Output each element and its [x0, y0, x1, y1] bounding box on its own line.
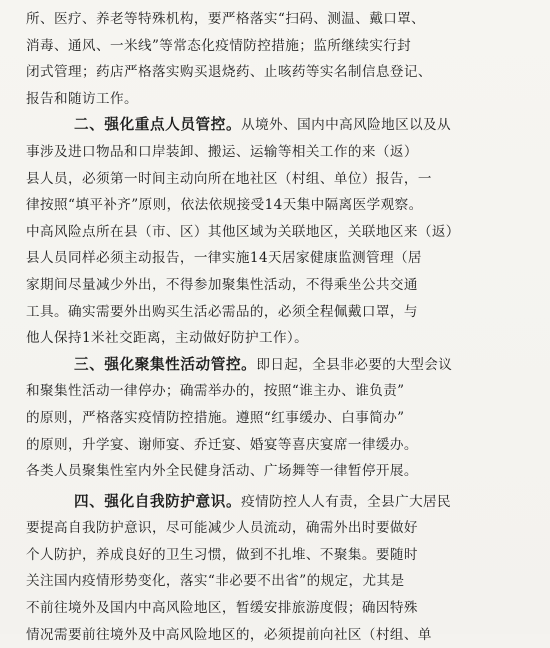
text-line: 的原则，严格落实疫情防控措施。遵照“红事缓办、白事简办”: [26, 409, 405, 426]
section-2-first-line: [46, 112, 520, 139]
section-3-first-line: [46, 352, 520, 379]
section-4-text: 疫情防控人人有责，全县广大居民: [241, 493, 452, 510]
text-line: 各类人员聚集性室内外全民健身活动、广场舞等一律暂停开展。: [26, 463, 418, 480]
text-line: 关注国内疫情形势变化，落实“非必要不出省”的规定，尤其是: [26, 573, 405, 590]
section-4-heading: 四、强化自我防护意识。: [74, 492, 242, 510]
text-line: 所、医疗、养老等特殊机构，要严格落实“扫码、测温、戴口罩、: [26, 11, 426, 27]
text-line: 县人员，必须第一时间主动向所在地社区（村组、单位）报告，一: [26, 170, 432, 187]
text-line: 律按照“填平补齐”原则，依法依规接受14天集中隔离医学观察。: [26, 197, 423, 214]
text-line: 事涉及进口物品和口岸装卸、搬运、运输等相关工作的来（返）: [26, 143, 418, 160]
text-line: 他人保持1米社交距离，主动做好防护工作）。: [26, 330, 309, 347]
text-line: 不前往境外及国内中高风险地区，暂缓安排旅游度假；确因特殊: [26, 600, 418, 617]
section-2-text: 从境外、国内中高风险地区以及从: [241, 117, 452, 134]
text-line: 个人防护，养成良好的卫生习惯，做到不扎堆、不聚集。要随时: [26, 546, 418, 563]
text-line: 县人员同样必须主动报告，一律实施14天居家健康监测管理（居: [26, 250, 422, 267]
text-line: 的原则，升学宴、谢师宴、乔迁宴、婚宴等喜庆宴席一律缓办。: [26, 436, 418, 453]
text-line: 情况需要前往境外及中高风险地区的，必须提前向社区（村组、单: [26, 626, 432, 643]
text-line: 和聚集性活动一律停办；确需举办的，按照“谁主办、谁负责”: [26, 383, 405, 400]
text-line: 工具。确实需要外出购买生活必需品的，必须全程佩戴口罩，与: [26, 303, 418, 320]
section-3-text: 即日起，全县非必要的大型会议: [256, 356, 453, 373]
section-3-heading: 三、强化聚集性活动管控。: [74, 355, 257, 373]
text-line: 闭式管理；药店严格落实购买退烧药、止咳药等实名制信息登记、: [26, 64, 432, 81]
section-4-first-line: [46, 489, 520, 516]
text-line: 要提高自我防护意识，尽可能减少人员流动，确需外出时要做好: [26, 520, 418, 537]
text-line: 家期间尽量减少外出，不得参加聚集性活动，不得乘坐公共交通: [26, 276, 418, 293]
text-line: 报告和随访工作。: [26, 90, 138, 107]
text-line: 中高风险点所在县（市、区）其他区域为关联地区，关联地区来（返）: [26, 223, 460, 240]
text-line: 消毒、通风、一米线”等常态化疫情防控措施；监所继续实行封: [26, 37, 412, 54]
section-2-heading: 二、强化重点人员管控。: [74, 116, 242, 134]
